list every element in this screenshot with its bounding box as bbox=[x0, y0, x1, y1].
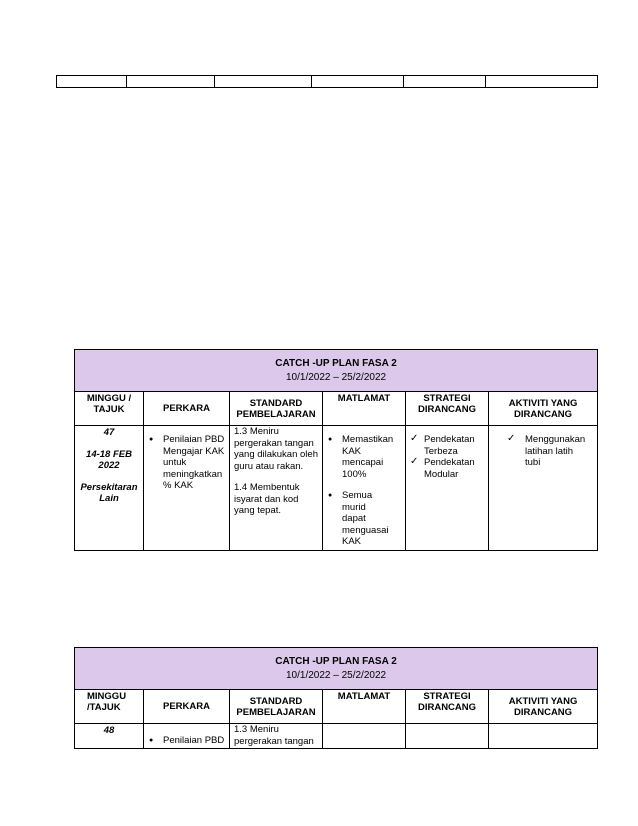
strategi-cell bbox=[406, 426, 489, 551]
column-header-week: MINGGU / TAJUK bbox=[75, 392, 144, 426]
matlamat-cell bbox=[323, 724, 406, 749]
week-cell bbox=[75, 426, 144, 551]
week-number: 48 bbox=[103, 725, 115, 736]
column-header-strategi: STRATEGI DIRANCANG bbox=[406, 690, 489, 724]
week-number: 47 bbox=[103, 427, 115, 438]
plan-dates: 10/1/2022 – 25/2/2022 bbox=[285, 670, 387, 681]
table-cell bbox=[57, 76, 127, 88]
list-item: ✓ Menggunakan latihan latih tubi bbox=[503, 434, 587, 469]
column-header-standard: STANDARD PEMBELAJARAN bbox=[230, 690, 323, 724]
catch-up-plan-table-week-48 bbox=[74, 647, 598, 749]
list-item: ● Penilaian PBD Mengajar KAK untuk meningkatkan % KAK bbox=[144, 434, 229, 492]
standard-item: 1.3 Meniru pergerakan tangan bbox=[234, 724, 314, 747]
standard-cell bbox=[230, 724, 323, 749]
column-header-matlamat: MATLAMAT bbox=[323, 690, 406, 724]
table-header-row bbox=[75, 690, 598, 724]
table-title-cell bbox=[75, 648, 598, 690]
aktiviti-cell bbox=[489, 426, 598, 551]
table-row bbox=[75, 426, 598, 551]
table-cell bbox=[215, 76, 312, 88]
column-header-strategi: STRATEGI DIRANCANG bbox=[406, 392, 489, 426]
column-header-perkara: PERKARA bbox=[144, 392, 230, 426]
perkara-list bbox=[144, 735, 229, 747]
catch-up-plan-table-week-47 bbox=[74, 349, 598, 551]
table-cell bbox=[404, 76, 486, 88]
table-title-row bbox=[75, 648, 598, 690]
column-header-matlamat: MATLAMAT bbox=[323, 392, 406, 426]
perkara-cell bbox=[144, 426, 230, 551]
standard-cell bbox=[230, 426, 323, 551]
table-cell bbox=[127, 76, 215, 88]
week-cell bbox=[75, 724, 144, 749]
list-item: ● Memastikan KAK mencapai 100% bbox=[323, 434, 403, 480]
column-header-standard: STANDARD PEMBELAJARAN bbox=[230, 392, 323, 426]
table-title-row bbox=[75, 350, 598, 392]
column-header-week: MINGGU /TAJUK bbox=[75, 690, 144, 724]
table-header-row bbox=[75, 392, 598, 426]
aktiviti-cell bbox=[489, 724, 598, 749]
list-item: ✓ Pendekatan Modular bbox=[406, 457, 488, 480]
table-title-cell bbox=[75, 350, 598, 392]
week-theme: Persekitaran Lain bbox=[80, 481, 138, 504]
standard-item: 1.4 Membentuk isyarat dan kod yang tepat. bbox=[234, 482, 300, 516]
list-item: ✓ Pendekatan Terbeza bbox=[406, 434, 488, 457]
plan-dates: 10/1/2022 – 25/2/2022 bbox=[285, 372, 387, 383]
list-item: ● Penilaian PBD bbox=[144, 735, 229, 747]
plan-title: CATCH -UP PLAN FASA 2 bbox=[275, 656, 397, 667]
strategi-list bbox=[406, 434, 488, 480]
table-row bbox=[75, 724, 598, 749]
table-row bbox=[57, 76, 598, 88]
matlamat-cell bbox=[323, 426, 406, 551]
column-header-perkara: PERKARA bbox=[144, 690, 230, 724]
column-header-aktiviti: AKTIVITI YANG DIRANCANG bbox=[489, 392, 598, 426]
plan-title: CATCH -UP PLAN FASA 2 bbox=[275, 358, 397, 369]
week-dates: 14-18 FEB 2022 bbox=[86, 448, 132, 471]
table-cell bbox=[486, 76, 598, 88]
perkara-list bbox=[144, 434, 229, 492]
column-header-aktiviti: AKTIVITI YANG DIRANCANG bbox=[489, 690, 598, 724]
perkara-cell bbox=[144, 724, 230, 749]
strategi-cell bbox=[406, 724, 489, 749]
previous-table-fragment bbox=[56, 75, 598, 88]
standard-item: 1.3 Meniru pergerakan tangan yang dilakukan oleh guru atau rakan. bbox=[234, 426, 318, 472]
table-cell bbox=[312, 76, 404, 88]
matlamat-list bbox=[323, 434, 403, 548]
list-item: ● Semua murid dapat menguasai KAK bbox=[323, 490, 403, 548]
aktiviti-list bbox=[503, 434, 587, 469]
